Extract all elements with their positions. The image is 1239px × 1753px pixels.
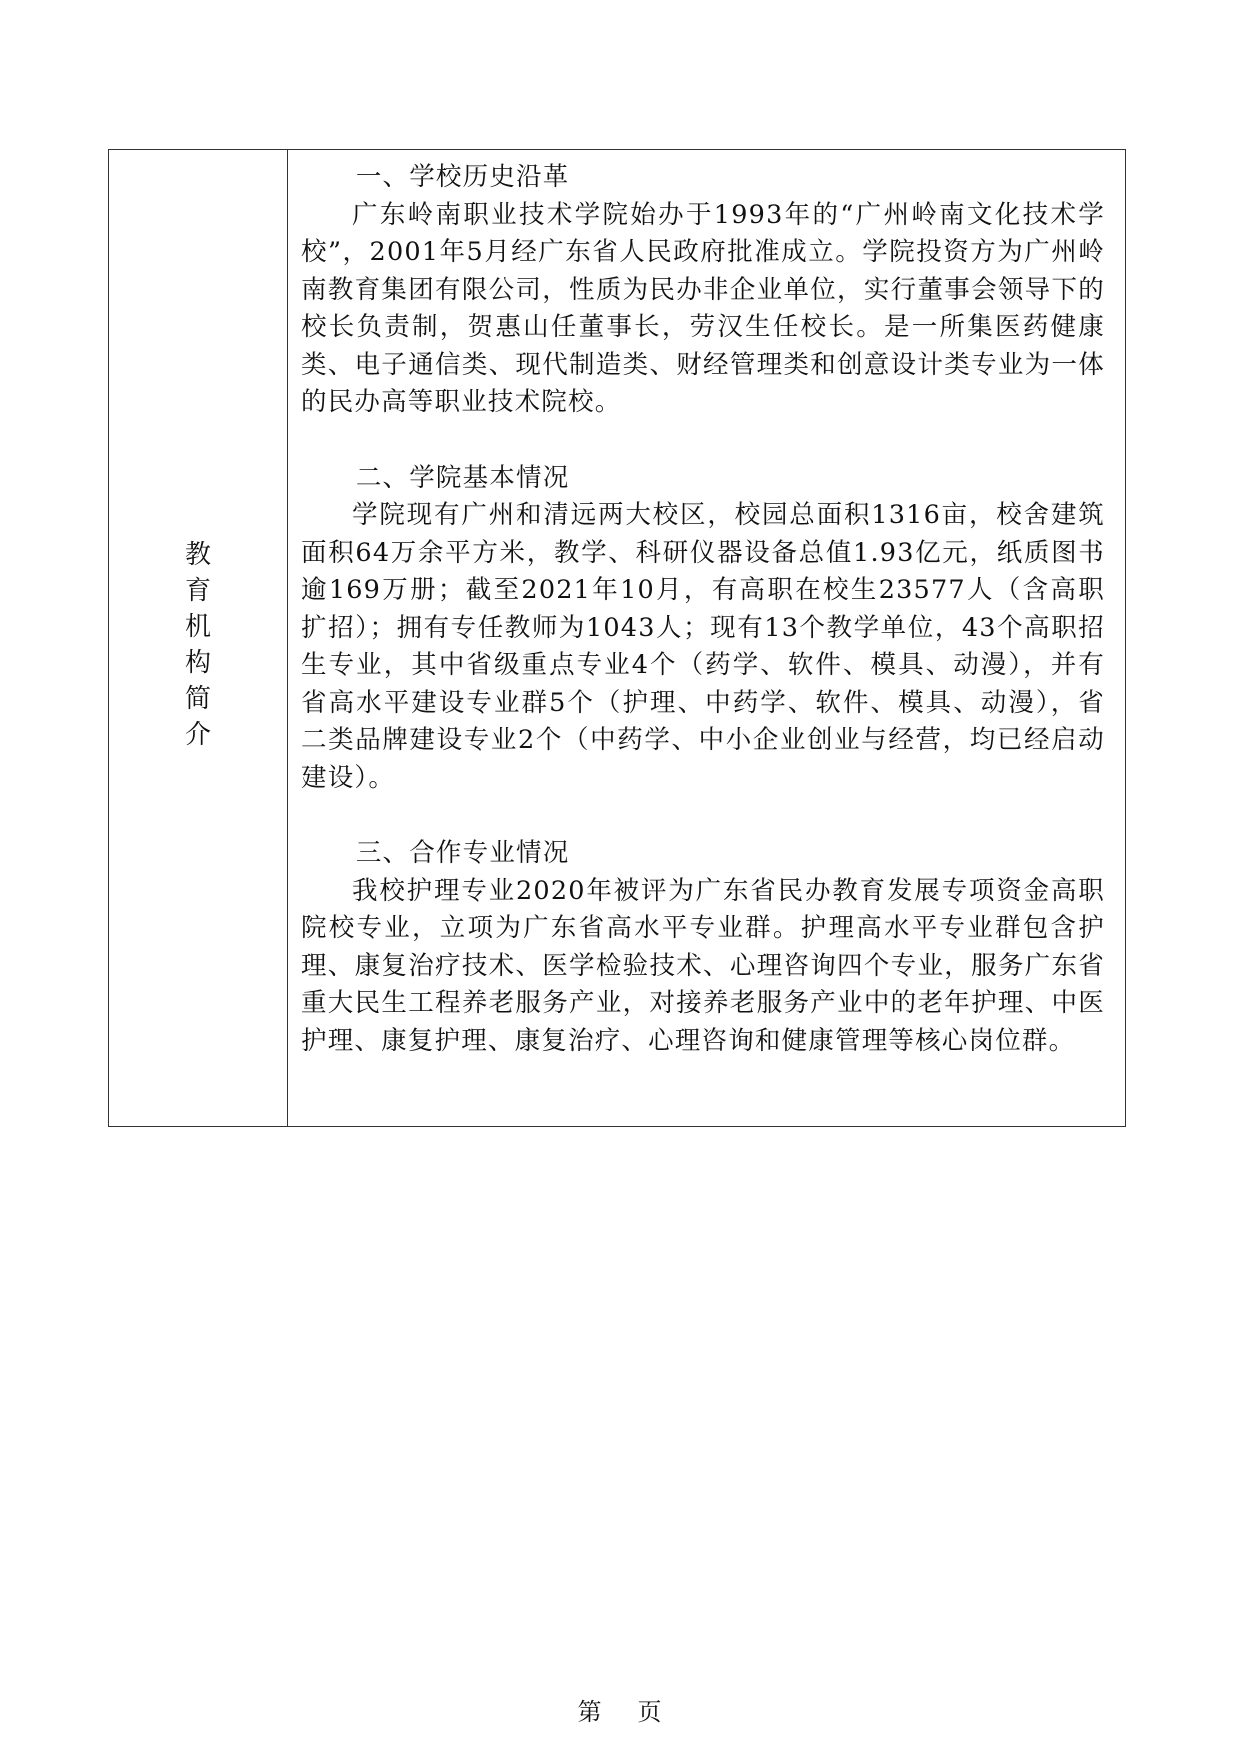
row-label (185, 537, 211, 753)
row-label-cell (109, 150, 288, 1126)
section-heading: 三、合作专业情况 (355, 838, 570, 868)
row-label-char: 简 (184, 684, 211, 714)
section-basic-info (301, 460, 1105, 798)
row-label-char: 育 (184, 576, 211, 606)
section-body: 广东岭南职业技术学院始办于1993年的“广州岭南文化技术学校”，2001年5月经广东省人民政府批准成立。学院投资方为广州岭南教育集团有限公司，性质为民办非企业单位，实行董事会领导下的校长负责制，贺惠山任董事长，劳汉生任校长。是一所集医药健康类、电子通信类、现代制造类、财经管理类和创意设计类专业为一体的民办高等职业技术院校。 (301, 199, 1105, 417)
section-history (301, 159, 1105, 422)
section-body: 我校护理专业2020年被评为广东省民办教育发展专项资金高职院校专业，立项为广东省高水平专业群。护理高水平专业群包含护理、康复治疗技术、医学检验技术、心理咨询四个专业，服务广东省重大民生工程养老服务产业，对接养老服务产业中的老年护理、中医护理、康复护理、康复治疗、心理咨询和健康管理等核心岗位群。 (301, 875, 1105, 1056)
page-footer (0, 1697, 1239, 1727)
row-label-char: 机 (184, 612, 211, 642)
section-body: 学院现有广州和清远两大校区，校园总面积1316亩，校舍建筑面积64万余平方米，教学、科研仪器设备总值1.93亿元，纸质图书逾169万册；截至2021年10月，有高职在校生23577人（含高职扩招）；拥有专任教师为1043人；现有13个教学单位，43个高职招生专业，其中省级重点专业4个（药学、软件、模具、动漫），并有省高水平建设专业群5个（护理、中药学、软件、模具、动漫），省二类品牌建设专业2个（中药学、中小企业创业与经营，均已经启动建设）。 (301, 500, 1105, 793)
section-cooperation (301, 835, 1105, 1060)
row-label-char: 构 (184, 648, 211, 678)
footer-right: 页 (637, 1698, 662, 1726)
footer-left: 第 (577, 1698, 602, 1726)
section-heading: 二、学院基本情况 (355, 462, 570, 493)
content-cell (288, 150, 1125, 1126)
section-heading: 一、学校历史沿革 (355, 162, 570, 192)
row-label-char: 教 (184, 540, 211, 570)
row-label-char: 介 (184, 720, 211, 750)
intro-table (108, 149, 1126, 1127)
